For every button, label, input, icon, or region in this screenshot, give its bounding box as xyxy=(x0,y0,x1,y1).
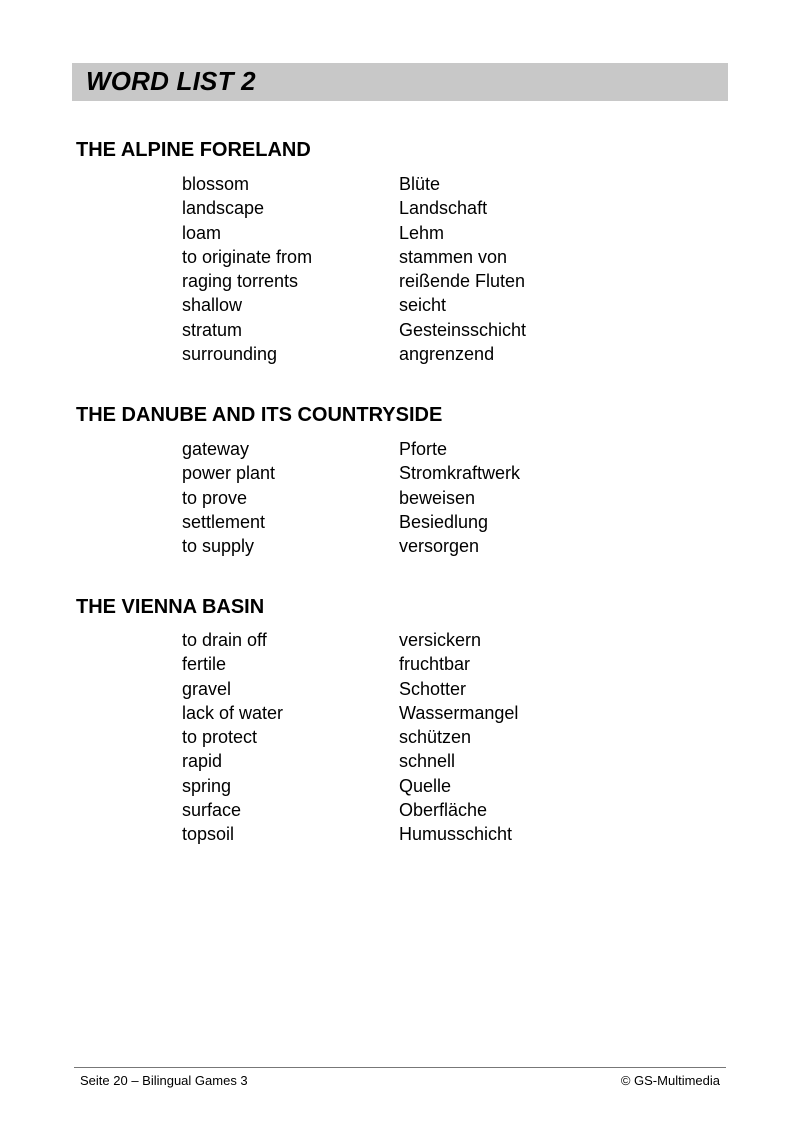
english-word: landscape xyxy=(182,198,265,219)
german-word: Schotter xyxy=(399,678,467,699)
list-item xyxy=(182,725,682,749)
section-heading-vienna-basin: THE VIENNA BASIN xyxy=(76,596,265,618)
list-item xyxy=(182,293,682,317)
list-item xyxy=(182,318,682,342)
list-item xyxy=(182,269,682,293)
english-word: topsoil xyxy=(182,824,235,845)
english-word: to drain off xyxy=(182,630,267,650)
german-word: Quelle xyxy=(399,775,452,796)
english-word: lack of water xyxy=(182,702,284,723)
english-word: power plant xyxy=(182,463,276,484)
list-item xyxy=(182,774,682,798)
german-word: schützen xyxy=(399,727,472,748)
list-item xyxy=(182,510,682,534)
english-word: raging torrents xyxy=(182,271,299,292)
english-word: rapid xyxy=(182,751,223,772)
german-word: reißende Fluten xyxy=(399,271,526,292)
german-word: Pforte xyxy=(399,439,448,459)
german-word: Gesteinsschicht xyxy=(399,319,527,340)
list-item xyxy=(182,628,682,652)
list-item xyxy=(182,677,682,701)
english-word: gateway xyxy=(182,439,250,459)
english-word: to protect xyxy=(182,727,258,748)
german-word: Lehm xyxy=(399,222,445,243)
german-word: versickern xyxy=(399,630,482,650)
word-list-alpine-foreland xyxy=(182,172,682,366)
german-word: stammen von xyxy=(399,246,508,267)
german-word: Oberfläche xyxy=(399,800,488,821)
german-word: fruchtbar xyxy=(399,654,471,675)
english-word: loam xyxy=(182,222,222,243)
german-word: beweisen xyxy=(399,487,476,508)
list-item xyxy=(182,798,682,822)
english-word: to prove xyxy=(182,487,248,508)
german-word: schnell xyxy=(399,751,456,772)
list-item xyxy=(182,196,682,220)
list-item xyxy=(182,221,682,245)
english-word: fertile xyxy=(182,654,227,675)
footer-page-info: Seite 20 – Bilingual Games 3 xyxy=(80,1073,248,1088)
english-word: surrounding xyxy=(182,344,278,365)
english-word: gravel xyxy=(182,678,232,699)
english-word: settlement xyxy=(182,511,266,532)
footer-copyright: © GS-Multimedia xyxy=(620,1073,720,1088)
german-word: Besiedlung xyxy=(399,511,489,532)
list-item xyxy=(182,437,682,461)
list-item xyxy=(182,486,682,510)
english-word: to supply xyxy=(182,536,255,557)
german-word: Stromkraftwerk xyxy=(399,463,521,484)
word-list-danube xyxy=(182,437,682,558)
german-word: Blüte xyxy=(399,174,441,194)
list-item xyxy=(182,822,682,846)
english-word: shallow xyxy=(182,295,243,316)
german-word: Wassermangel xyxy=(399,702,519,723)
list-item xyxy=(182,461,682,485)
title-bar xyxy=(72,63,728,101)
list-item xyxy=(182,701,682,725)
german-word: Humusschicht xyxy=(399,824,513,845)
english-word: to originate from xyxy=(182,246,313,267)
section-heading-danube: THE DANUBE AND ITS COUNTRYSIDE xyxy=(76,404,443,426)
word-list-vienna-basin xyxy=(182,628,682,847)
german-word: versorgen xyxy=(399,536,480,557)
english-word: spring xyxy=(182,775,232,796)
list-item xyxy=(182,172,682,196)
english-word: stratum xyxy=(182,319,243,340)
list-item xyxy=(182,245,682,269)
page-title: WORD LIST 2 xyxy=(86,66,256,96)
list-item xyxy=(182,652,682,676)
list-item xyxy=(182,749,682,773)
list-item xyxy=(182,534,682,558)
german-word: angrenzend xyxy=(399,344,495,365)
english-word: blossom xyxy=(182,174,250,194)
list-item xyxy=(182,342,682,366)
footer-divider xyxy=(74,1067,726,1068)
english-word: surface xyxy=(182,800,242,821)
german-word: Landschaft xyxy=(399,198,488,219)
section-heading-alpine-foreland: THE ALPINE FORELAND xyxy=(76,139,311,161)
german-word: seicht xyxy=(399,295,447,316)
